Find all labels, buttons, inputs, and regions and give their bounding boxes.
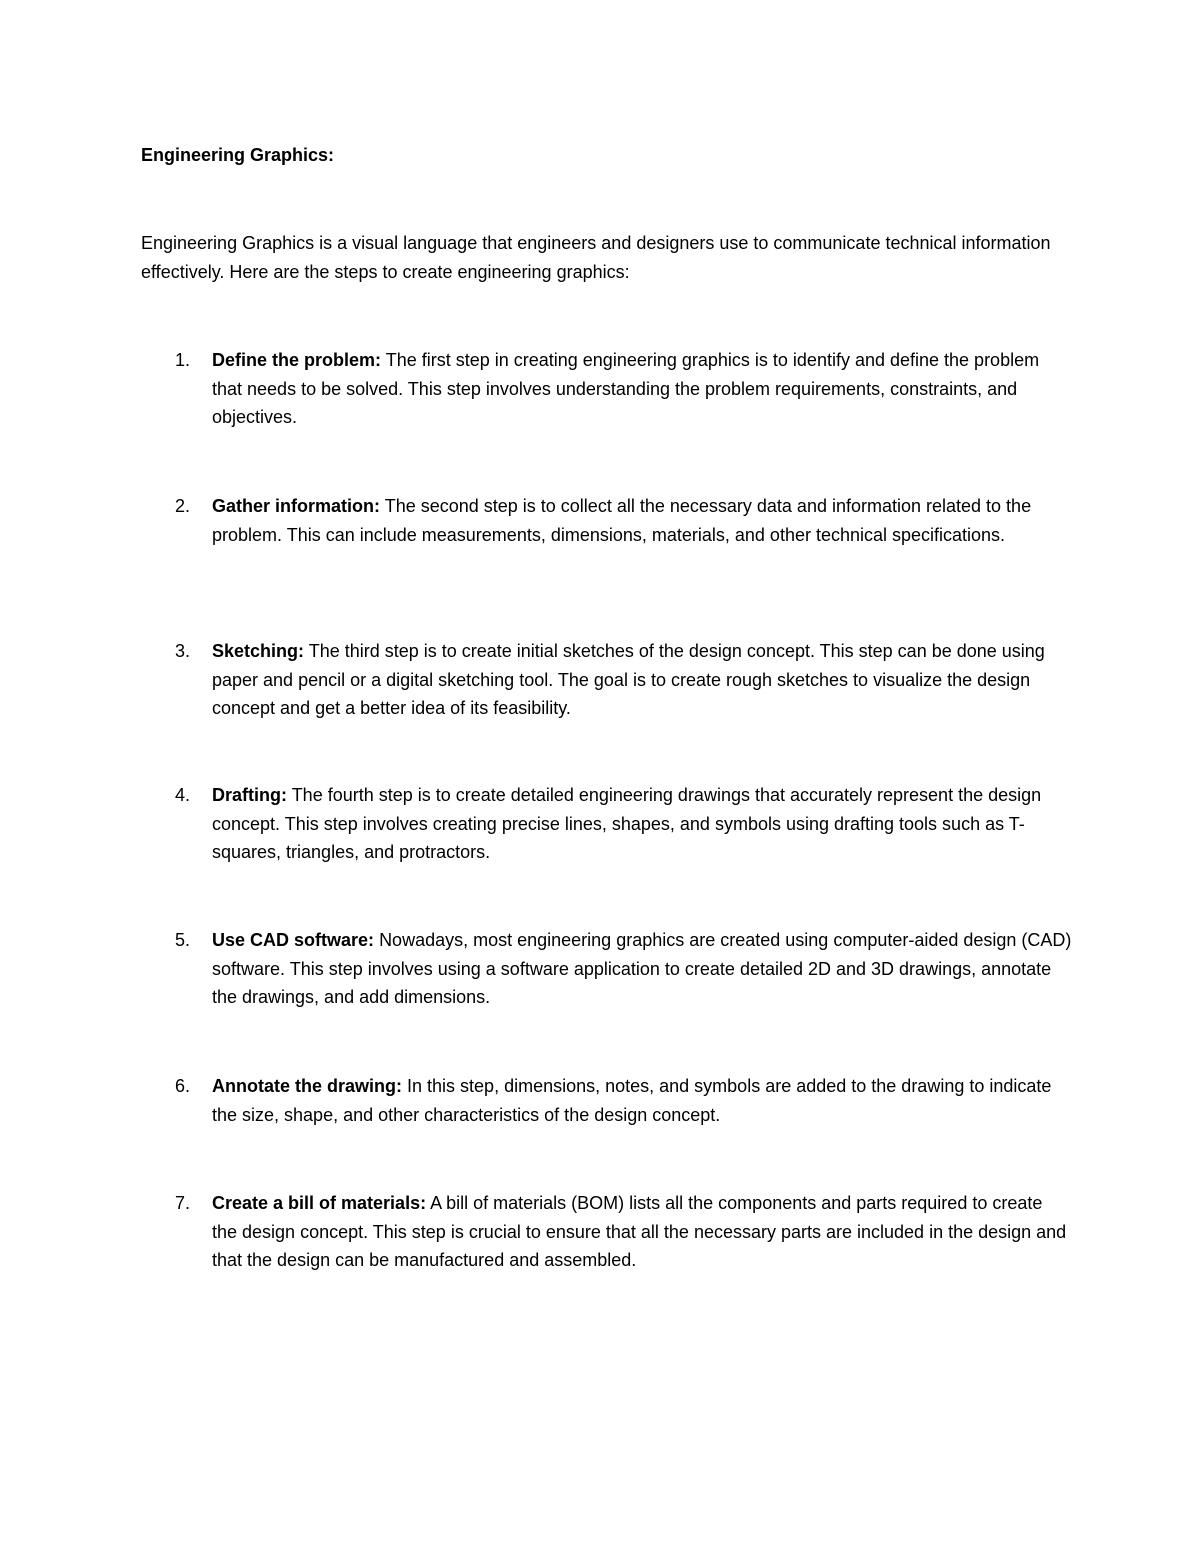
step-number: 7. <box>175 1193 191 1213</box>
step-number: 3. <box>175 641 191 661</box>
step-heading: Create a bill of materials: <box>212 1193 427 1213</box>
step-text: In this step, dimensions, notes, and symbols are added to the drawing to indicate the size, shape, and other characteristics of the design concept. <box>212 1076 1052 1125</box>
step-body <box>212 781 1072 867</box>
step-number: 6. <box>175 1076 191 1096</box>
step-heading: Use CAD software: <box>212 930 375 950</box>
step-number: 5. <box>175 930 191 950</box>
step-heading: Gather information: <box>212 496 381 516</box>
step-text: The first step in creating engineering graphics is to identify and define the problem that needs to be solved. This step involves understanding the problem requirements, constraints, and objectives. <box>212 350 1040 427</box>
step-number: 2. <box>175 496 191 516</box>
step-body <box>212 346 1072 432</box>
document-title: Engineering Graphics: <box>141 145 335 165</box>
step-body <box>212 1072 1072 1129</box>
step-heading: Drafting: <box>212 785 287 805</box>
step-body <box>212 492 1072 549</box>
intro-paragraph: Engineering Graphics is a visual language that engineers and designers use to communicate technical information effectively. Here are the steps to create engineering graphics: <box>141 233 1051 282</box>
step-heading: Annotate the drawing: <box>212 1076 402 1096</box>
step-text: The second step is to collect all the necessary data and information related to the problem. This can include measurements, dimensions, materials, and other technical specifications. <box>212 496 1032 545</box>
step-text: Nowadays, most engineering graphics are created using computer-aided design (CAD) software. This step involves using a software application to create detailed 2D and 3D drawings, annotate the drawings, and add dimensions. <box>212 930 1072 1007</box>
step-text: The fourth step is to create detailed engineering drawings that accurately represent the design concept. This step involves creating precise lines, shapes, and symbols using drafting tools such as T-squares, triangles, and protractors. <box>212 785 1042 862</box>
step-body <box>212 926 1072 1012</box>
step-text: A bill of materials (BOM) lists all the components and parts required to create the design concept. This step is crucial to ensure that all the necessary parts are included in the design and that the design can be manufactured and assembled. <box>212 1193 1067 1270</box>
step-heading: Sketching: <box>212 641 305 661</box>
step-body <box>212 637 1072 723</box>
step-number: 4. <box>175 785 191 805</box>
step-text: The third step is to create initial sketches of the design concept. This step can be done using paper and pencil or a digital sketching tool. The goal is to create rough sketches to visualize the design concept and get a better idea of its feasibility. <box>212 641 1045 718</box>
step-body <box>212 1189 1072 1275</box>
step-number: 1. <box>175 350 191 370</box>
step-heading: Define the problem: <box>212 350 382 370</box>
